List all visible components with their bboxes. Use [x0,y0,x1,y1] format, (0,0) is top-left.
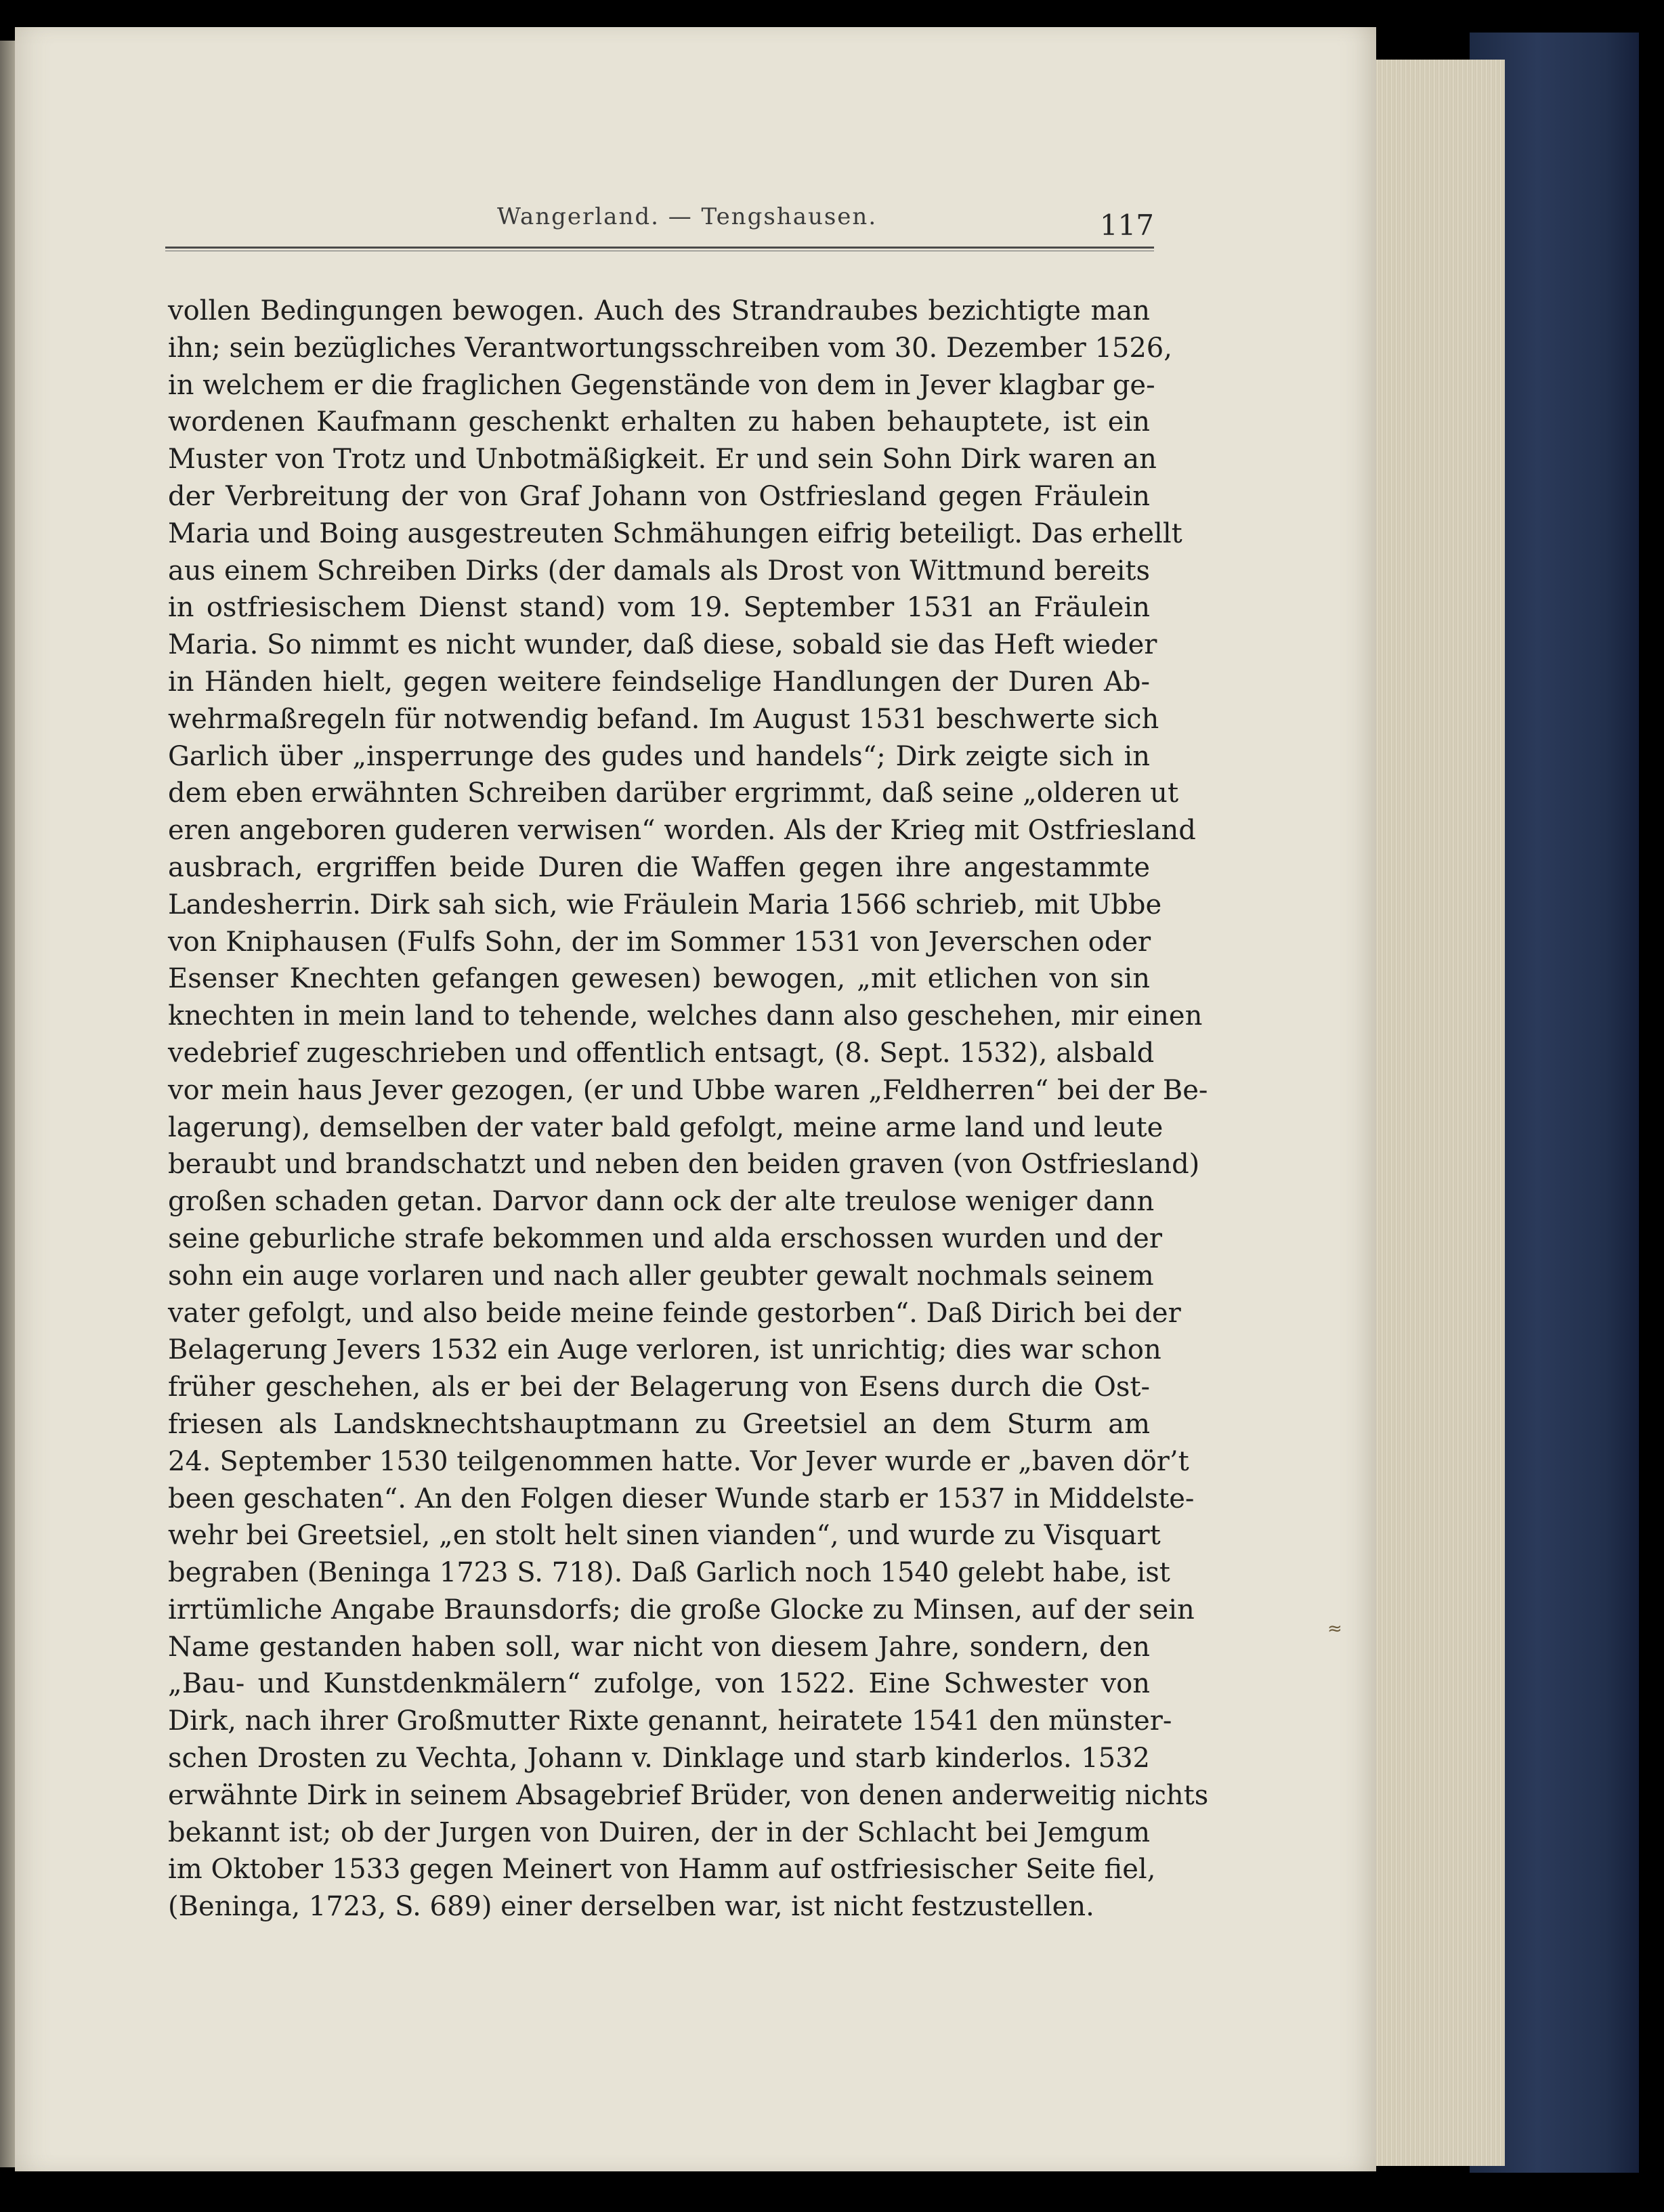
text-line: schen Drosten zu Vechta, Johann v. Dinklage und starb kinderlos. 1532 [168,1743,1150,1774]
text-line: begraben (Beninga 1723 S. 718). Daß Garlich noch 1540 gelebt habe, ist [168,1557,1170,1589]
running-head [165,203,1154,251]
text-line: wehrmaßregeln für notwendig befand. Im August 1531 beschwerte sich [168,703,1159,735]
text-line: der Verbreitung der von Graf Johann von Ostfriesland gegen Fräulein [168,480,1150,512]
text-line: beraubt und brandschatzt und neben den beiden graven (von Ostfriesland) [168,1149,1200,1181]
text-line: früher geschehen, als er bei der Belagerung von Esens durch die Ost- [168,1371,1150,1403]
text-line: Name gestanden haben soll, war nicht von diesem Jahre, sondern, den [168,1631,1150,1663]
text-line: friesen als Landsknechtshauptmann zu Greetsiel an dem Sturm am [168,1408,1150,1440]
text-line: irrtümliche Angabe Braunsdorfs; die große Glocke zu Minsen, auf der sein [168,1594,1195,1625]
text-line: eren angeboren guderen verwisen“ worden. Als der Krieg mit Ostfriesland [168,815,1196,847]
text-line: been geschaten“. An den Folgen dieser Wunde starb er 1537 in Middelste- [168,1483,1195,1514]
text-line: von Kniphausen (Fulfs Sohn, der im Sommer 1531 von Jeverschen oder [168,926,1151,958]
text-line: seine geburliche strafe bekommen und alda erschossen wurden und der [168,1222,1162,1254]
text-line: vollen Bedingungen bewogen. Auch des Strandraubes bezichtigte man [168,295,1150,326]
margin-mark: ≈ [1327,1619,1342,1639]
text-line: knechten in mein land to tehende, welches dann also geschehen, mir einen [168,1000,1203,1032]
text-line: ausbrach, ergriffen beide Duren die Waffen gegen ihre angestammte [168,851,1150,883]
body-text [168,293,1209,1926]
text-line: wehr bei Greetsiel, „en stolt helt sinen vianden“, und wurde zu Visquart [168,1520,1161,1552]
text-line: Belagerung Jevers 1532 ein Auge verloren, ist unrichtig; dies war schon [168,1334,1161,1366]
header-rule [165,247,1154,249]
text-line: Maria und Boing ausgestreuten Schmähungen eifrig beteiligt. Das erhellt [168,517,1182,549]
facing-page-gutter [0,41,15,2167]
text-line: lagerung), demselben der vater bald gefolgt, meine arme land und leute [168,1111,1164,1143]
text-line: bekannt ist; ob der Jurgen von Duiren, der in der Schlacht bei Jemgum [168,1816,1150,1848]
text-line: Maria. So nimmt es nicht wunder, daß diese, sobald sie das Heft wieder [168,629,1157,661]
text-line: ihn; sein bezügliches Verantwortungsschreiben vom 30. Dezember 1526, [168,332,1172,364]
text-line: in ostfriesischem Dienst stand) vom 19. September 1531 an Fräulein [168,592,1150,624]
text-line: Muster von Trotz und Unbotmäßigkeit. Er und sein Sohn Dirk waren an [168,444,1157,475]
running-head-title: Wangerland. — Tengshausen. [497,203,878,230]
text-line: in Händen hielt, gegen weitere feindselige Handlungen der Duren Ab- [168,666,1150,698]
text-line: Garlich über „insperrunge des gudes und handels“; Dirk zeigte sich in [168,740,1150,772]
page-number: 117 [1099,209,1154,242]
text-line: 24. September 1530 teilgenommen hatte. Vor Jever wurde er „baven dör’t [168,1445,1189,1477]
text-line: vor mein haus Jever gezogen, (er und Ubbe waren „Feldherren“ bei der Be- [168,1074,1208,1106]
text-line: (Beninga, 1723, S. 689) einer derselben war, ist nicht festzustellen. [168,1891,1094,1923]
text-line: wordenen Kaufmann geschenkt erhalten zu haben behauptete, ist ein [168,406,1150,438]
text-line: vater gefolgt, und also beide meine feinde gestorben“. Daß Dirich bei der [168,1297,1181,1329]
text-line: „Bau- und Kunstdenkmälern“ zufolge, von 1522. Eine Schwester von [168,1668,1150,1700]
text-line: Landesherrin. Dirk sah sich, wie Fräulein Maria 1566 schrieb, mit Ubbe [168,889,1162,920]
text-line: sohn ein auge vorlaren und nach aller geubter gewalt nochmals seinem [168,1260,1154,1292]
text-line: großen schaden getan. Darvor dann ock der alte treulose weniger dann [168,1186,1155,1218]
text-line: aus einem Schreiben Dirks (der damals als Drost von Wittmund bereits [168,555,1150,587]
page-edges [1368,60,1505,2166]
text-line: Dirk, nach ihrer Großmutter Rixte genannt, heiratete 1541 den münster- [168,1705,1172,1737]
text-line: dem eben erwähnten Schreiben darüber ergrimmt, daß seine „olderen ut [168,778,1179,809]
text-line: erwähnte Dirk in seinem Absagebrief Brüder, von denen anderweitig nichts [168,1779,1209,1811]
text-line: im Oktober 1533 gegen Meinert von Hamm auf ostfriesischer Seite fiel, [168,1854,1156,1886]
text-line: vedebrief zugeschrieben und offentlich entsagt, (8. Sept. 1532), alsbald [168,1037,1155,1069]
text-line: in welchem er die fraglichen Gegenstände von dem in Jever klagbar ge- [168,369,1155,401]
text-line: Esenser Knechten gefangen gewesen) bewogen, „mit etlichen von sin [168,963,1150,995]
